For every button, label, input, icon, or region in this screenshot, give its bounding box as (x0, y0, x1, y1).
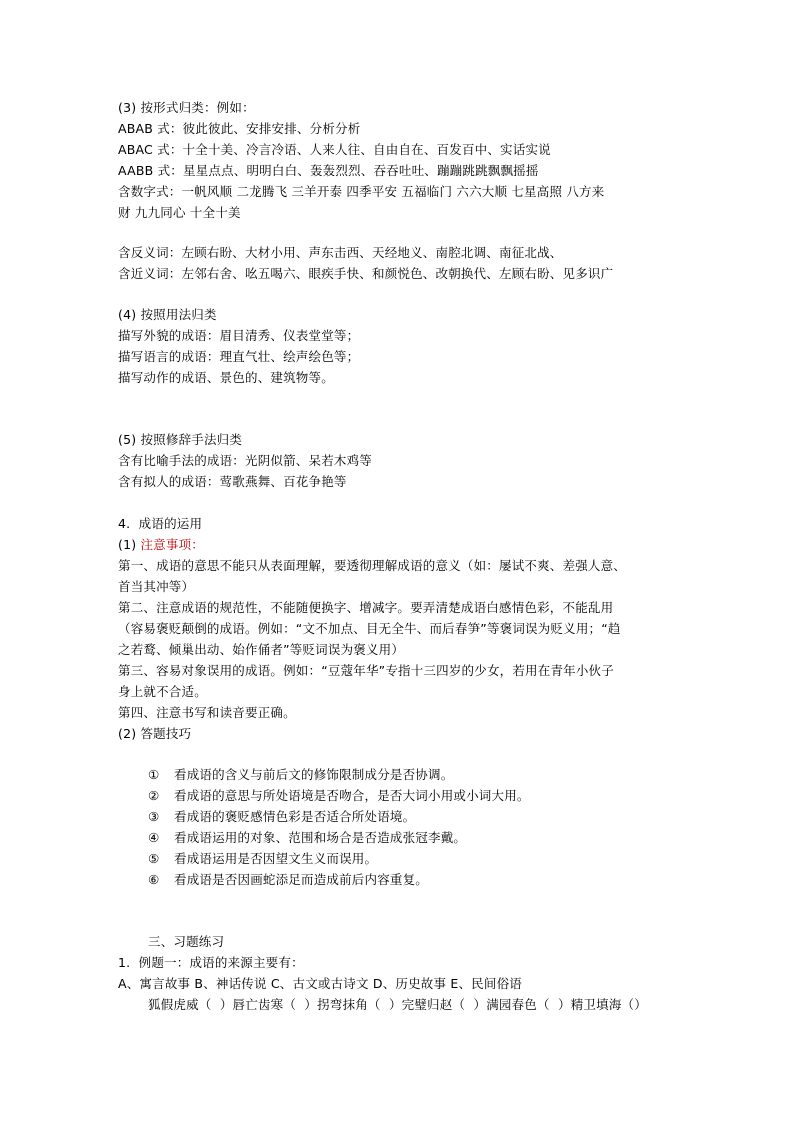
tip-text: 看成语是否因画蛇添足而造成前后内容重复。 (174, 872, 429, 887)
note-heading (118, 535, 204, 555)
rule-3-line-2: 身上就不合适。 (118, 684, 207, 699)
section4-heading: (4) 按照用法归类 (118, 307, 217, 322)
tip-item (148, 807, 415, 827)
note-label: 注意事项： (140, 537, 204, 552)
tip-text: 看成语的含义与前后文的修饰限制成分是否协调。 (174, 767, 454, 782)
exercise-question-1: 1. 例题一：成语的来源主要有： (118, 955, 304, 970)
tip-item (148, 786, 530, 806)
tip-marker: ② (148, 788, 160, 803)
numbers-line-2: 财 九九同心 十全十美 (118, 205, 241, 220)
section4-line-2: 描写语言的成语：理直气壮、绘声绘色等； (118, 349, 360, 364)
abac-line: ABAC 式：十全十美、冷言冷语、人来人往、自由自在、百发百中、实话实说 (118, 142, 551, 157)
rule-1-line-2: 首当其冲等） (118, 579, 195, 594)
tip-item (148, 828, 466, 848)
note-prefix: (1) (118, 537, 141, 552)
synonym-line: 含近义词：左邻右舍、吆五喝六、眼疾手快、和颜悦色、改朝换代、左顾右盼、见多识广 (118, 266, 614, 281)
tip-text: 看成语的意思与所处语境是否吻合，是否大词小用或小词大用。 (174, 788, 530, 803)
rule-3-line-1: 第三、容易对象误用的成语。例如：“豆蔻年华”专指十三四岁的少女，若用在青年小伙子 (118, 663, 614, 678)
rule-2-line-2: （容易褒贬颠倒的成语。例如：“文不加点、目无全牛、而后春笋”等褒词误为贬义用；“趋 (118, 621, 621, 636)
rule-4-line: 第四、注意书写和读音要正确。 (118, 705, 296, 720)
exercise-options: A、寓言故事 B、神话传说 C、古文或古诗文 D、历史故事 E、民间俗语 (118, 976, 522, 991)
exercise-heading: 三、习题练习 (148, 934, 225, 949)
tip-item (148, 870, 428, 890)
section4-line-3: 描写动作的成语、景色的、建筑物等。 (118, 370, 334, 385)
section5-line-2: 含有拟人的成语：莺歌燕舞、百花争艳等 (118, 474, 347, 489)
tip-marker: ① (148, 767, 160, 782)
numbers-line-1: 含数字式：一帆风顺 二龙腾飞 三羊开泰 四季平安 五福临门 六六大顺 七星高照 八方来 (118, 184, 605, 199)
tip-marker: ④ (148, 830, 160, 845)
usage-heading: 4. 成语的运用 (118, 516, 203, 531)
tip-marker: ⑥ (148, 872, 160, 887)
tip-text: 看成语运用的对象、范围和场合是否造成张冠李戴。 (174, 830, 467, 845)
tips-heading: (2) 答题技巧 (118, 726, 192, 741)
exercise-items: 狐假虎威（ ）唇亡齿寒（ ）拐弯抹角（ ）完璧归赵（ ）满园春色（ ）精卫填海（） (148, 997, 647, 1012)
tip-text: 看成语运用是否因望文生义而误用。 (174, 851, 378, 866)
tip-marker: ③ (148, 809, 160, 824)
section5-heading: (5) 按照修辞手法归类 (118, 432, 243, 447)
rule-2-line-1: 第二、注意成语的规范性，不能随便换字、增减字。要弄清楚成语白感情色彩，不能乱用 (118, 600, 614, 615)
aabb-line: AABB 式：星星点点、明明白白、轰轰烈烈、吞吞吐吐、蹦蹦跳跳飘飘摇摇 (118, 163, 539, 178)
section5-line-1: 含有比喻手法的成语：光阴似箭、呆若木鸡等 (118, 453, 373, 468)
tip-item (148, 849, 377, 869)
tip-item (148, 765, 453, 785)
rule-2-line-3: 之若鹜、倾巢出动、始作俑者”等贬词误为褒义用） (118, 642, 405, 657)
rule-1-line-1: 第一、成语的意思不能只从表面理解，要透彻理解成语的意义（如：屡试不爽、差强人意、 (118, 558, 627, 573)
section4-line-1: 描写外貌的成语：眉目清秀、仪表堂堂等； (118, 328, 360, 343)
tip-text: 看成语的褒贬感情色彩是否适合所处语境。 (174, 809, 416, 824)
abab-line: ABAB 式：彼此彼此、安排安排、分析分析 (118, 121, 361, 136)
section3-heading: (3) 按形式归类：例如： (118, 100, 255, 115)
tip-marker: ⑤ (148, 851, 160, 866)
antonym-line: 含反义词：左顾右盼、大材小用、声东击西、天经地义、南腔北调、南征北战、 (118, 245, 563, 260)
